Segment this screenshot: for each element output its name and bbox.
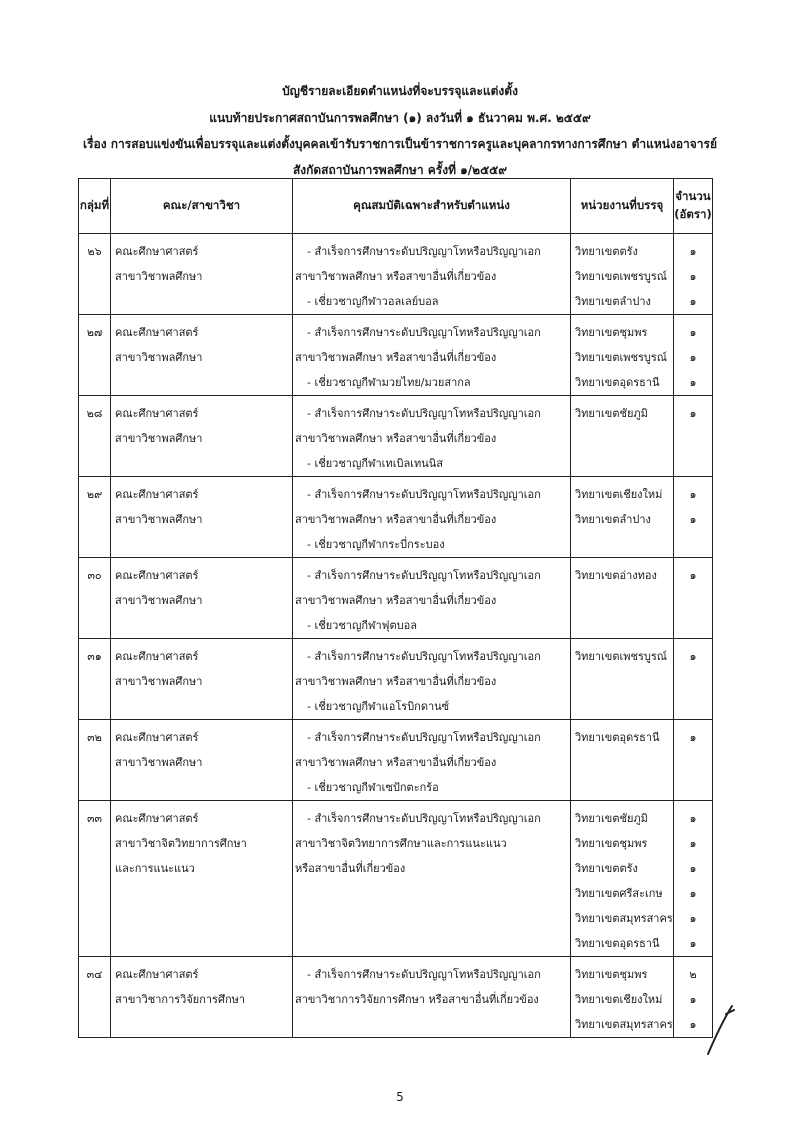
table-row xyxy=(79,957,713,1038)
column-header-count xyxy=(674,179,713,234)
qualification-cell xyxy=(293,720,571,801)
qualification-line: - เชี่ยวชาญกีฬากระบี่กระบอง xyxy=(307,538,445,551)
qualification-cell xyxy=(293,801,571,957)
qualification-cell xyxy=(293,957,571,1038)
qualification-line: - เชี่ยวชาญกีฬาฟุตบอล xyxy=(307,619,417,632)
faculty-line: สาขาวิชาจิตวิทยาการศึกษา xyxy=(115,837,247,850)
unit-cell xyxy=(571,234,674,315)
qualification-cell xyxy=(293,477,571,558)
count-cell xyxy=(674,396,713,477)
count-line: ๑ xyxy=(689,1018,697,1031)
count-cell xyxy=(674,477,713,558)
count-line: ๑ xyxy=(689,295,697,308)
qualification-line: - เชี่ยวชาญกีฬามวยไทย/มวยสากล xyxy=(307,376,471,389)
unit-line: วิทยาเขตชุมพร xyxy=(575,968,648,981)
qualification-cell xyxy=(293,558,571,639)
column-header-group: กลุ่มที่ xyxy=(79,179,111,234)
unit-line: วิทยาเขตลำปาง xyxy=(575,295,651,308)
group-cell xyxy=(79,396,111,477)
faculty-line: สาขาวิชาพลศึกษา xyxy=(115,513,203,526)
unit-cell xyxy=(571,957,674,1038)
table-header-row xyxy=(79,179,713,234)
qualification-line: หรือสาขาอื่นที่เกี่ยวข้อง xyxy=(295,862,406,875)
unit-line: วิทยาเขตเพชรบูรณ์ xyxy=(575,270,667,283)
group-number: ๒๗ xyxy=(86,326,103,339)
unit-cell xyxy=(571,315,674,396)
faculty-cell xyxy=(111,801,293,957)
faculty-line: สาขาวิชาการวิจัยการศึกษา xyxy=(115,993,246,1006)
unit-line: วิทยาเขตเชียงใหม่ xyxy=(575,993,663,1006)
faculty-line: คณะศึกษาศาสตร์ xyxy=(115,731,199,744)
count-line: ๑ xyxy=(689,245,697,258)
count-line: ๑ xyxy=(689,731,697,744)
faculty-cell xyxy=(111,957,293,1038)
table-row xyxy=(79,639,713,720)
group-number: ๓๐ xyxy=(87,569,102,582)
group-number: ๓๓ xyxy=(86,812,103,825)
qualification-line: - เชี่ยวชาญกีฬาเทเบิลเทนนิส xyxy=(307,457,443,470)
faculty-line: คณะศึกษาศาสตร์ xyxy=(115,812,199,825)
unit-line: วิทยาเขตชัยภูมิ xyxy=(575,407,648,420)
qualification-line: - สำเร็จการศึกษาระดับปริญญาโทหรือปริญญาเอก xyxy=(307,731,541,744)
qualification-line: - เชี่ยวชาญกีฬาเซปักตะกร้อ xyxy=(307,781,439,794)
faculty-cell xyxy=(111,396,293,477)
qualification-line: สาขาวิชาจิตวิทยาการศึกษาและการแนะแนว xyxy=(295,837,507,850)
unit-line: วิทยาเขตเพชรบูรณ์ xyxy=(575,351,667,364)
faculty-line: สาขาวิชาพลศึกษา xyxy=(115,675,203,688)
count-cell xyxy=(674,720,713,801)
unit-line: วิทยาเขตเชียงใหม่ xyxy=(575,488,663,501)
count-line: ๑ xyxy=(689,887,697,900)
qualification-cell xyxy=(293,396,571,477)
faculty-line: คณะศึกษาศาสตร์ xyxy=(115,326,199,339)
qualification-line: - สำเร็จการศึกษาระดับปริญญาโทหรือปริญญาเอก xyxy=(307,569,541,582)
count-cell xyxy=(674,234,713,315)
unit-cell xyxy=(571,720,674,801)
count-line: ๑ xyxy=(689,912,697,925)
table-row xyxy=(79,396,713,477)
count-line: ๑ xyxy=(689,488,697,501)
unit-line: วิทยาเขตสมุทรสาคร xyxy=(575,912,673,925)
count-line: ๑ xyxy=(689,862,697,875)
count-line: ๑ xyxy=(689,812,697,825)
unit-cell xyxy=(571,639,674,720)
faculty-line: สาขาวิชาพลศึกษา xyxy=(115,594,203,607)
group-cell xyxy=(79,957,111,1038)
count-cell xyxy=(674,639,713,720)
faculty-line: สาขาวิชาพลศึกษา xyxy=(115,432,203,445)
group-number: ๒๖ xyxy=(87,245,102,258)
group-cell xyxy=(79,558,111,639)
group-cell xyxy=(79,315,111,396)
unit-line: วิทยาเขตชัยภูมิ xyxy=(575,812,648,825)
positions-table xyxy=(78,178,713,1038)
faculty-line: คณะศึกษาศาสตร์ xyxy=(115,968,199,981)
faculty-line: คณะศึกษาศาสตร์ xyxy=(115,245,199,258)
unit-line: วิทยาเขตอ่างทอง xyxy=(575,569,657,582)
qualification-line: - เชี่ยวชาญกีฬาวอลเลย์บอล xyxy=(307,295,439,308)
count-line: ๑ xyxy=(689,993,697,1006)
count-line: ๑ xyxy=(689,513,697,526)
count-cell xyxy=(674,315,713,396)
document-subtitle-subject: เรื่อง การสอบแข่งขันเพื่อบรรจุและแต่งตั้งบุคคลเข้ารับราชการเป็นข้าราชการครูและบุคลากรทางการศึกษา ตำแหน่งอาจารย์ xyxy=(82,137,718,151)
qualification-cell xyxy=(293,315,571,396)
unit-line: วิทยาเขตอุดรธานี xyxy=(575,731,660,744)
faculty-cell xyxy=(111,639,293,720)
qualification-line: - สำเร็จการศึกษาระดับปริญญาโทหรือปริญญาเอก xyxy=(307,488,541,501)
qualification-line: สาขาวิชาพลศึกษา หรือสาขาอื่นที่เกี่ยวข้อง xyxy=(295,675,497,688)
group-cell xyxy=(79,639,111,720)
count-line: ๑ xyxy=(689,351,697,364)
faculty-line: สาขาวิชาพลศึกษา xyxy=(115,270,203,283)
unit-line: วิทยาเขตตรัง xyxy=(575,245,638,258)
count-cell xyxy=(674,801,713,957)
unit-cell xyxy=(571,477,674,558)
column-header-qualification: คุณสมบัติเฉพาะสำหรับตำแหน่ง xyxy=(293,179,571,234)
signature-mark xyxy=(702,1000,742,1060)
qualification-cell xyxy=(293,234,571,315)
unit-line: วิทยาเขตอุดรธานี xyxy=(575,937,660,950)
document-title: บัญชีรายละเอียดตำแหน่งที่จะบรรจุและแต่งตั้ง xyxy=(282,84,518,98)
qualification-line: - สำเร็จการศึกษาระดับปริญญาโทหรือปริญญาเอก xyxy=(307,245,541,258)
faculty-line: สาขาวิชาพลศึกษา xyxy=(115,756,203,769)
qualification-line: - เชี่ยวชาญกีฬาแอโรบิกดานซ์ xyxy=(307,700,450,713)
faculty-cell xyxy=(111,234,293,315)
page-number: 5 xyxy=(396,1090,404,1104)
document-subtitle-affiliation: สังกัดสถาบันการพลศึกษา ครั้งที่ ๑/๒๕๕๙ xyxy=(292,163,508,177)
unit-line: วิทยาเขตสมุทรสาคร xyxy=(575,1018,673,1031)
unit-line: วิทยาเขตชุมพร xyxy=(575,326,648,339)
qualification-line: - สำเร็จการศึกษาระดับปริญญาโทหรือปริญญาเอก xyxy=(307,650,541,663)
qualification-line: - สำเร็จการศึกษาระดับปริญญาโทหรือปริญญาเอก xyxy=(307,968,541,981)
qualification-line: สาขาวิชาพลศึกษา หรือสาขาอื่นที่เกี่ยวข้อง xyxy=(295,270,497,283)
group-cell xyxy=(79,720,111,801)
unit-line: วิทยาเขตเพชรบูรณ์ xyxy=(575,650,667,663)
table-body xyxy=(79,234,713,1038)
unit-line: วิทยาเขตศรีสะเกษ xyxy=(575,887,663,900)
unit-cell xyxy=(571,396,674,477)
unit-line: วิทยาเขตอุดรธานี xyxy=(575,376,660,389)
count-cell xyxy=(674,558,713,639)
qualification-line: สาขาวิชาพลศึกษา หรือสาขาอื่นที่เกี่ยวข้อง xyxy=(295,513,497,526)
unit-cell xyxy=(571,801,674,957)
table-row xyxy=(79,477,713,558)
column-header-count-line1: จำนวน xyxy=(675,189,711,203)
count-line: ๑ xyxy=(689,837,697,850)
unit-line: วิทยาเขตลำปาง xyxy=(575,513,651,526)
faculty-cell xyxy=(111,477,293,558)
faculty-line: คณะศึกษาศาสตร์ xyxy=(115,569,199,582)
document-subtitle-announcement: แนบท้ายประกาศสถาบันการพลศึกษา (๑) ลงวันที่ ๑ ธันวาคม พ.ศ. ๒๕๕๙ xyxy=(209,111,591,125)
group-cell xyxy=(79,477,111,558)
qualification-line: สาขาวิชาพลศึกษา หรือสาขาอื่นที่เกี่ยวข้อง xyxy=(295,432,497,445)
count-line: ๑ xyxy=(689,407,697,420)
count-line: ๑ xyxy=(689,326,697,339)
column-header-count-line2: (อัตรา) xyxy=(674,207,712,221)
count-line: ๑ xyxy=(689,270,697,283)
group-number: ๓๒ xyxy=(87,731,102,744)
faculty-line: และการแนะแนว xyxy=(115,862,195,875)
group-cell xyxy=(79,801,111,957)
qualification-cell xyxy=(293,639,571,720)
group-number: ๓๔ xyxy=(86,968,103,981)
faculty-line: คณะศึกษาศาสตร์ xyxy=(115,650,199,663)
unit-line: วิทยาเขตตรัง xyxy=(575,862,638,875)
count-line: ๑ xyxy=(689,937,697,950)
column-header-unit: หน่วยงานที่บรรจุ xyxy=(571,179,674,234)
unit-line: วิทยาเขตชุมพร xyxy=(575,837,648,850)
faculty-line: คณะศึกษาศาสตร์ xyxy=(115,488,199,501)
faculty-line: คณะศึกษาศาสตร์ xyxy=(115,407,199,420)
unit-cell xyxy=(571,558,674,639)
faculty-cell xyxy=(111,315,293,396)
qualification-line: - สำเร็จการศึกษาระดับปริญญาโทหรือปริญญาเอก xyxy=(307,407,541,420)
faculty-line: สาขาวิชาพลศึกษา xyxy=(115,351,203,364)
count-line: ๒ xyxy=(689,968,697,981)
table-row xyxy=(79,558,713,639)
count-line: ๑ xyxy=(689,650,697,663)
faculty-cell xyxy=(111,558,293,639)
qualification-line: สาขาวิชาพลศึกษา หรือสาขาอื่นที่เกี่ยวข้อง xyxy=(295,351,497,364)
column-header-faculty: คณะ/สาขาวิชา xyxy=(111,179,293,234)
table-row xyxy=(79,315,713,396)
qualification-line: สาขาวิชาการวิจัยการศึกษา หรือสาขาอื่นที่เกี่ยวข้อง xyxy=(295,993,539,1006)
qualification-line: - สำเร็จการศึกษาระดับปริญญาโทหรือปริญญาเอก xyxy=(307,326,541,339)
qualification-line: สาขาวิชาพลศึกษา หรือสาขาอื่นที่เกี่ยวข้อง xyxy=(295,594,497,607)
qualification-line: สาขาวิชาพลศึกษา หรือสาขาอื่นที่เกี่ยวข้อง xyxy=(295,756,497,769)
group-cell xyxy=(79,234,111,315)
table-row xyxy=(79,801,713,957)
group-number: ๒๙ xyxy=(86,488,103,501)
count-line: ๑ xyxy=(689,569,697,582)
faculty-cell xyxy=(111,720,293,801)
group-number: ๒๘ xyxy=(86,407,103,420)
qualification-line: - สำเร็จการศึกษาระดับปริญญาโทหรือปริญญาเอก xyxy=(307,812,541,825)
count-line: ๑ xyxy=(689,376,697,389)
table-row xyxy=(79,234,713,315)
group-number: ๓๑ xyxy=(87,650,102,663)
table-row xyxy=(79,720,713,801)
